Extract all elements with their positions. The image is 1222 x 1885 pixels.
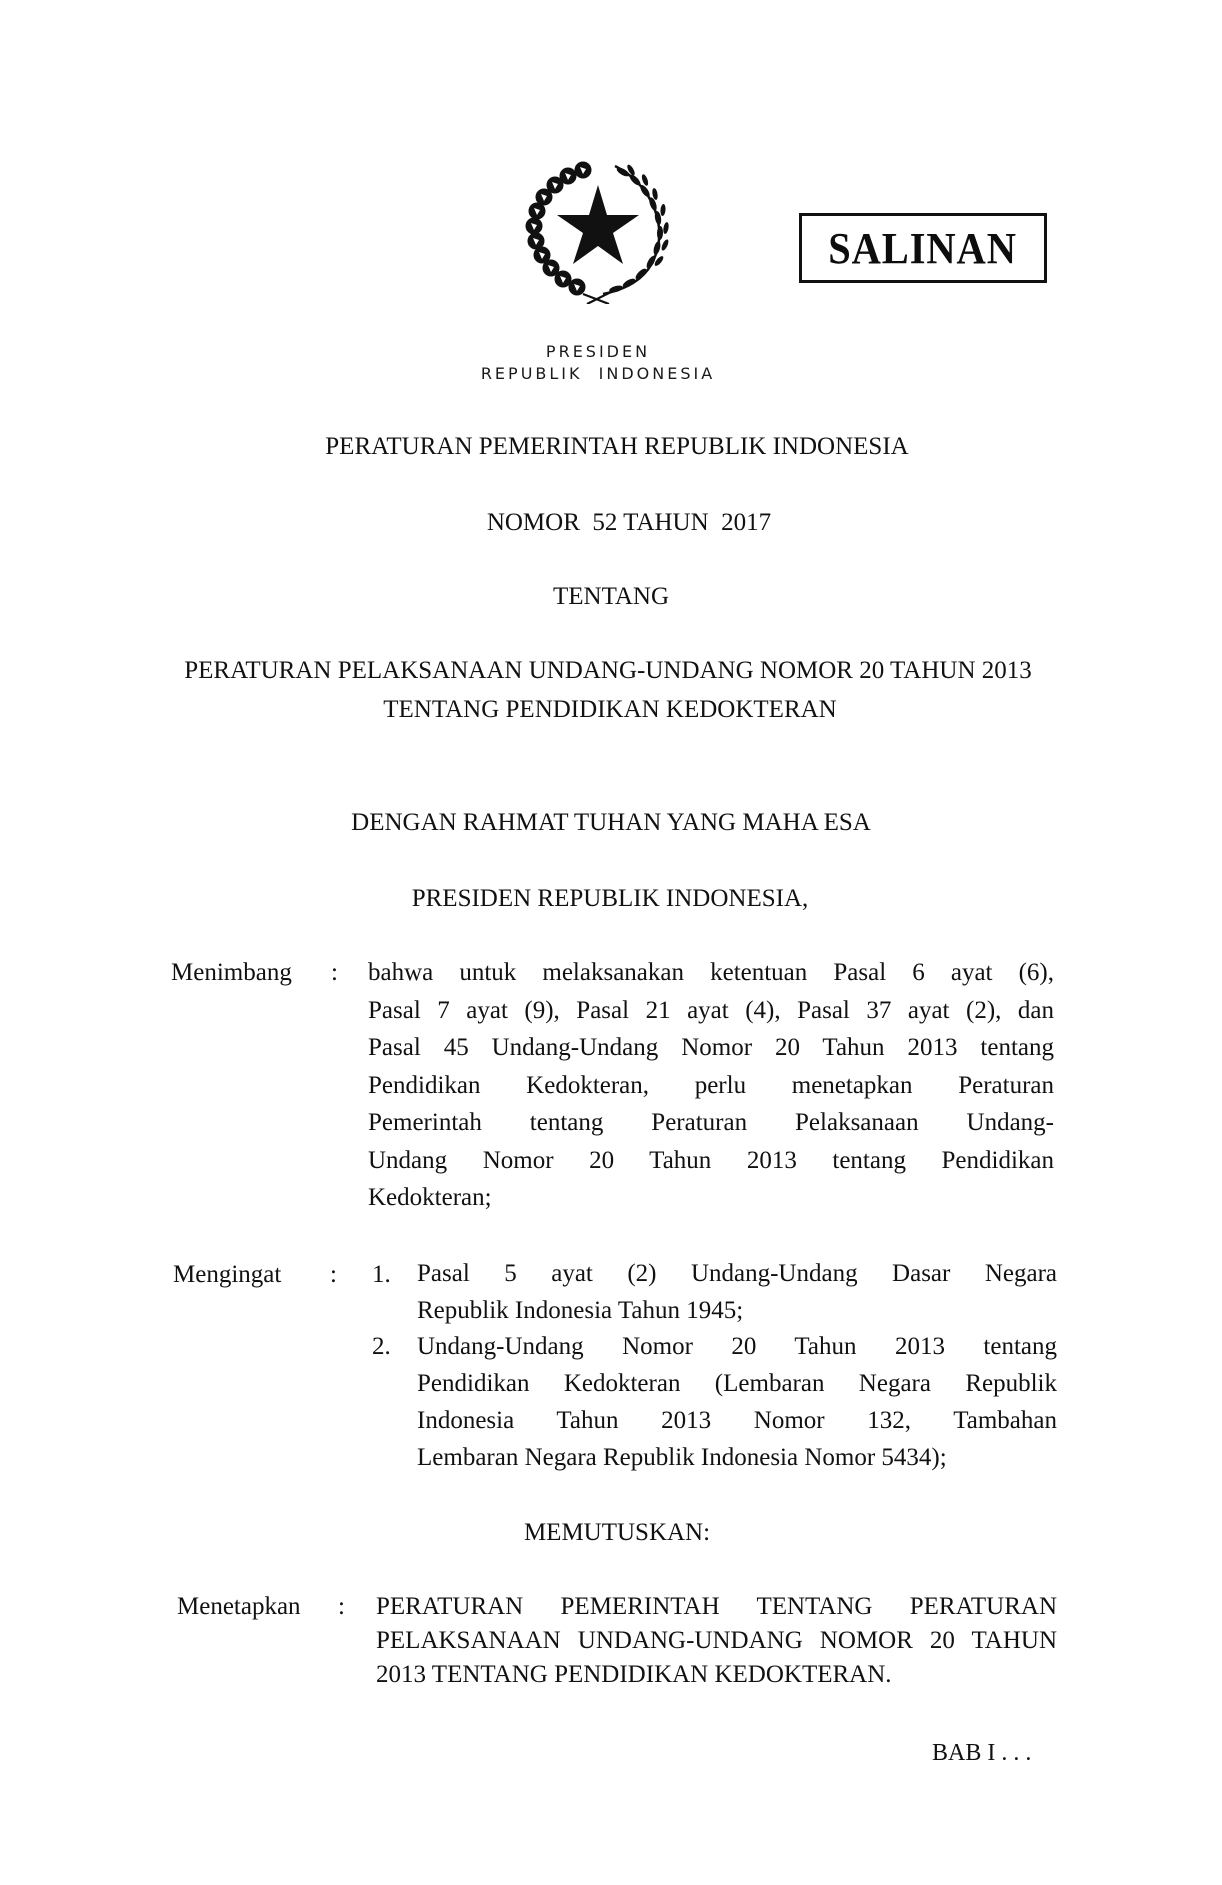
text-line: Indonesia Tahun 2013 Nomor 132, Tambahan [417, 1407, 1057, 1434]
letterhead-republik-indonesia: REPUBLIK INDONESIA [480, 364, 716, 383]
text-line: Pendidikan Kedokteran, perlu menetapkan Peraturan [368, 1071, 1054, 1099]
menetapkan-paragraph [376, 1590, 1057, 1692]
mengingat-item-1 [417, 1256, 1057, 1329]
menimbang-colon: : [331, 959, 338, 986]
subject-line-2: TENTANG PENDIDIKAN KEDOKTERAN [383, 696, 837, 723]
text-line: Pemerintah tentang Peraturan Pelaksanaan Undang- [368, 1109, 1054, 1136]
mengingat-item-2 [417, 1328, 1057, 1476]
menetapkan-label: Menetapkan [177, 1593, 301, 1620]
text-line: 2013 TENTANG PENDIDIKAN KEDOKTERAN. [376, 1661, 892, 1688]
text-line: bahwa untuk melaksanakan ketentuan Pasal 6 ayat (6), [368, 959, 1054, 986]
letterhead-presiden: PRESIDEN [545, 342, 651, 361]
document-title: PERATURAN PEMERINTAH REPUBLIK INDONESIA [325, 433, 909, 460]
tentang-heading: TENTANG [552, 583, 670, 610]
text-line: PELAKSANAAN UNDANG-UNDANG NOMOR 20 TAHUN [376, 1627, 1057, 1654]
presidential-emblem-icon [523, 160, 673, 304]
text-line: PERATURAN PEMERINTAH TENTANG PERATURAN [376, 1593, 1057, 1620]
page-continuation-marker: BAB I . . . [932, 1740, 1032, 1766]
mengingat-colon: : [330, 1261, 337, 1288]
text-line: Republik Indonesia Tahun 1945; [417, 1296, 744, 1324]
mengingat-item-1-number: 1. [372, 1261, 391, 1288]
memutuskan-heading: MEMUTUSKAN: [523, 1519, 711, 1546]
text-line: Pendidikan Kedokteran (Lembaran Negara Republik [417, 1370, 1057, 1397]
text-line: Kedokteran; [368, 1184, 492, 1211]
text-line: Undang Nomor 20 Tahun 2013 tentang Pendidikan [368, 1146, 1054, 1174]
menimbang-paragraph [368, 954, 1054, 1217]
text-line: Lembaran Negara Republik Indonesia Nomor 5434); [417, 1444, 947, 1471]
text-line: Pasal 5 ayat (2) Undang-Undang Dasar Negara [417, 1260, 1057, 1287]
authority-line: PRESIDEN REPUBLIK INDONESIA, [411, 885, 809, 912]
regulation-number: NOMOR 52 TAHUN 2017 [486, 509, 772, 536]
subject-line-1: PERATURAN PELAKSANAAN UNDANG-UNDANG NOMOR 20 TAHUN 2013 [184, 657, 1032, 684]
text-line: Pasal 7 ayat (9), Pasal 21 ayat (4), Pasal 37 ayat (2), dan [368, 996, 1054, 1024]
text-line: Pasal 45 Undang-Undang Nomor 20 Tahun 2013 tentang [368, 1034, 1054, 1061]
mengingat-item-2-number: 2. [372, 1333, 391, 1360]
mengingat-label: Mengingat [173, 1261, 282, 1288]
salinan-label: SALINAN [828, 223, 1018, 273]
text-line: Undang-Undang Nomor 20 Tahun 2013 tentang [417, 1333, 1057, 1360]
salinan-stamp [799, 213, 1047, 283]
menimbang-label: Menimbang [171, 959, 292, 986]
menetapkan-colon: : [338, 1593, 345, 1620]
invocation: DENGAN RAHMAT TUHAN YANG MAHA ESA [351, 809, 871, 836]
